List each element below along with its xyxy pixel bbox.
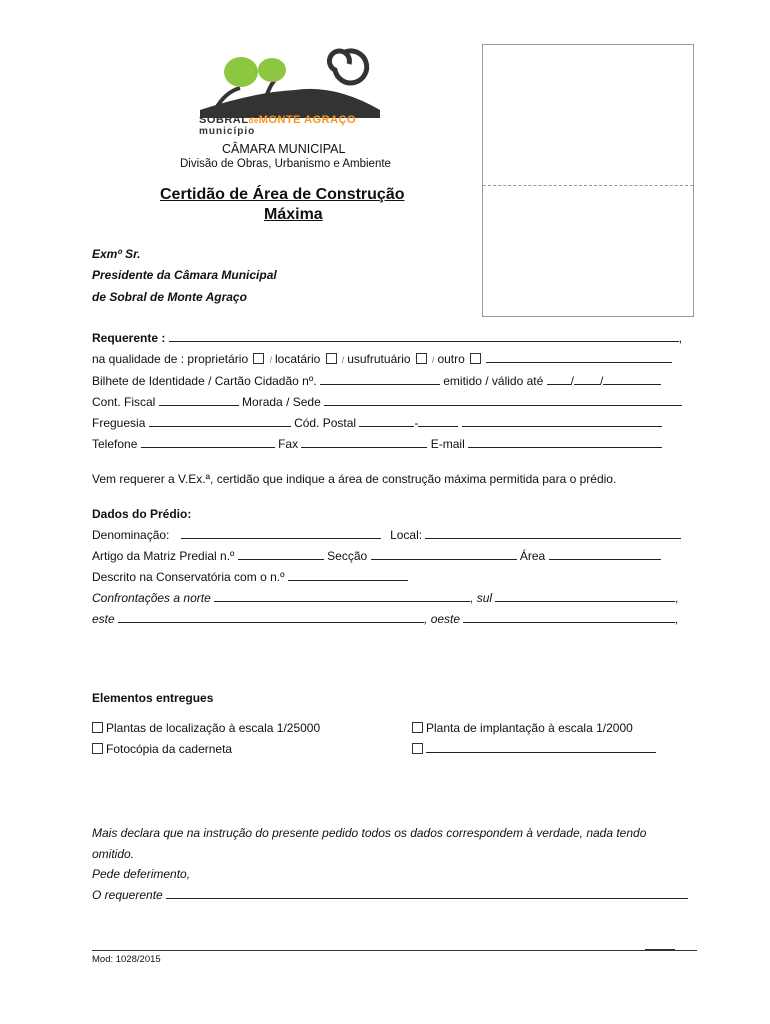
- requerente-comma: ,: [678, 331, 683, 345]
- requerente-row: [92, 331, 682, 345]
- stamp-box-divider: [483, 185, 693, 186]
- stamp-box: [482, 44, 694, 317]
- qualidade-row: [92, 352, 672, 366]
- fotocopia-checkbox[interactable]: [92, 743, 103, 754]
- footer-rule: [92, 950, 697, 951]
- bi-row: [92, 374, 661, 388]
- outro-label: outro: [437, 352, 465, 366]
- denominacao-row: [92, 528, 681, 542]
- fotocopia-label: Fotocópia da caderneta: [106, 742, 233, 756]
- denominacao-label: Denominação:: [92, 528, 170, 542]
- seccao-field[interactable]: [371, 549, 517, 560]
- local-field[interactable]: [425, 528, 681, 539]
- date-slash-1: /: [570, 374, 574, 388]
- email-field[interactable]: [468, 437, 662, 448]
- planta-implantacao-checkbox[interactable]: [412, 722, 423, 733]
- local-label: Local:: [390, 528, 423, 542]
- este-row: [92, 612, 679, 626]
- cod-postal-label: Cód. Postal: [294, 416, 357, 430]
- telefone-field[interactable]: [141, 437, 275, 448]
- freguesia-field[interactable]: [149, 416, 291, 427]
- oeste-comma: ,: [675, 612, 679, 626]
- emitido-label: emitido / válido até: [443, 374, 544, 388]
- qualidade-sep-3: /: [431, 355, 435, 365]
- predio-heading: Dados do Prédio:: [92, 507, 192, 521]
- requerente-signature-label: O requerente: [92, 888, 163, 902]
- division-name: Divisão de Obras, Urbanismo e Ambiente: [180, 158, 391, 170]
- addressee-line1: Exmº Sr.: [92, 247, 141, 261]
- sul-field[interactable]: [495, 591, 675, 602]
- validade-day-field[interactable]: [547, 374, 571, 385]
- area-label: Área: [519, 549, 546, 563]
- descrito-row: [92, 570, 408, 584]
- logo-brand-de: de: [248, 116, 259, 125]
- bi-label: Bilhete de Identidade / Cartão Cidadão nº.: [92, 374, 317, 388]
- usufrutuario-checkbox[interactable]: [416, 353, 427, 364]
- validade-month-field[interactable]: [574, 374, 600, 385]
- footer-model: Mod: 1028/2015: [92, 954, 161, 965]
- declaration-line2: omitido.: [92, 847, 135, 861]
- norte-field[interactable]: [214, 591, 470, 602]
- elementos-heading: Elementos entregues: [92, 691, 214, 705]
- oeste-label: , oeste: [424, 612, 461, 626]
- este-field[interactable]: [118, 612, 424, 623]
- usufrutuario-label: usufrutuário: [347, 352, 411, 366]
- artigo-field[interactable]: [238, 549, 324, 560]
- elemento-fotocopia: [92, 742, 232, 756]
- confrontacoes-row: [92, 591, 679, 605]
- outro-checkbox[interactable]: [470, 353, 481, 364]
- fax-label: Fax: [278, 437, 299, 451]
- cod-postal-field-1[interactable]: [359, 416, 414, 427]
- org-name: CÂMARA MUNICIPAL: [222, 142, 346, 156]
- document-title-line1: Certidão de Área de Construção: [160, 186, 405, 203]
- elemento-outro: [412, 742, 656, 756]
- artigo-label: Artigo da Matriz Predial n.º: [92, 549, 235, 563]
- requerente-field[interactable]: [169, 331, 679, 342]
- addressee-line3: de Sobral de Monte Agraço: [92, 290, 247, 304]
- request-text: Vem requerer a V.Ex.ª, certidão que indique a área de construção máxima permitida para o prédio.: [92, 472, 617, 486]
- qualidade-sep-2: /: [341, 355, 345, 365]
- cont-fiscal-field[interactable]: [159, 395, 239, 406]
- plantas-localizacao-checkbox[interactable]: [92, 722, 103, 733]
- telefone-label: Telefone: [92, 437, 138, 451]
- este-label: este: [92, 612, 115, 626]
- artigo-row: [92, 549, 661, 563]
- elemento-planta-implantacao: [412, 721, 633, 735]
- denominacao-field[interactable]: [181, 528, 381, 539]
- fax-field[interactable]: [301, 437, 427, 448]
- contacto-row: [92, 437, 662, 451]
- qualidade-sep-1: /: [269, 355, 272, 365]
- morada-field[interactable]: [324, 395, 682, 406]
- sul-comma: ,: [675, 591, 679, 605]
- requerente-label: Requerente :: [92, 331, 166, 345]
- requerente-signature-field[interactable]: [166, 888, 688, 899]
- outro-field[interactable]: [486, 352, 672, 363]
- descrito-label: Descrito na Conservatória com o n.º: [92, 570, 285, 584]
- proprietario-checkbox[interactable]: [253, 353, 264, 364]
- cont-fiscal-label: Cont. Fiscal: [92, 395, 156, 409]
- signature-row: [92, 888, 688, 902]
- freguesia-label: Freguesia: [92, 416, 146, 430]
- email-label: E-mail: [430, 437, 465, 451]
- date-slash-2: /: [599, 374, 604, 388]
- locatario-checkbox[interactable]: [326, 353, 337, 364]
- logo-brand-right: MONTE AGRAÇO: [258, 114, 357, 126]
- morada-label: Morada / Sede: [242, 395, 321, 409]
- seccao-label: Secção: [327, 549, 368, 563]
- qualidade-label: na qualidade de : proprietário: [92, 352, 249, 366]
- norte-label: Confrontações a norte: [92, 591, 211, 605]
- cod-postal-field-2[interactable]: [418, 416, 458, 427]
- bi-field[interactable]: [320, 374, 440, 385]
- planta-implantacao-label: Planta de implantação à escala 1/2000: [426, 721, 633, 735]
- logo-brand-sub: município: [199, 126, 256, 137]
- validade-year-field[interactable]: [603, 374, 661, 385]
- footer-accent-rule: [645, 949, 675, 951]
- area-field[interactable]: [549, 549, 661, 560]
- outro-elemento-field[interactable]: [426, 742, 656, 753]
- logo-brand-left: SOBRAL: [199, 114, 249, 126]
- sul-label: , sul: [470, 591, 493, 605]
- localidade-field[interactable]: [462, 416, 662, 427]
- logo-graphic: [195, 40, 395, 118]
- fiscal-row: [92, 395, 682, 409]
- cod-postal-dash: -: [414, 416, 419, 430]
- municipality-logo: [195, 40, 395, 138]
- freguesia-row: [92, 416, 662, 430]
- outro-elemento-checkbox[interactable]: [412, 743, 423, 754]
- plantas-localizacao-label: Plantas de localização à escala 1/25000: [106, 721, 321, 735]
- declaration-line1: Mais declara que na instrução do presente pedido todos os dados correspondem à verdade, nada tendo: [92, 826, 647, 840]
- descrito-field[interactable]: [288, 570, 408, 581]
- oeste-field[interactable]: [463, 612, 675, 623]
- document-title-line2: Máxima: [264, 206, 323, 223]
- declaration-line3: Pede deferimento,: [92, 867, 191, 881]
- addressee-line2: Presidente da Câmara Municipal: [92, 268, 277, 282]
- locatario-label: locatário: [274, 352, 321, 366]
- elemento-plantas-localizacao: [92, 721, 320, 735]
